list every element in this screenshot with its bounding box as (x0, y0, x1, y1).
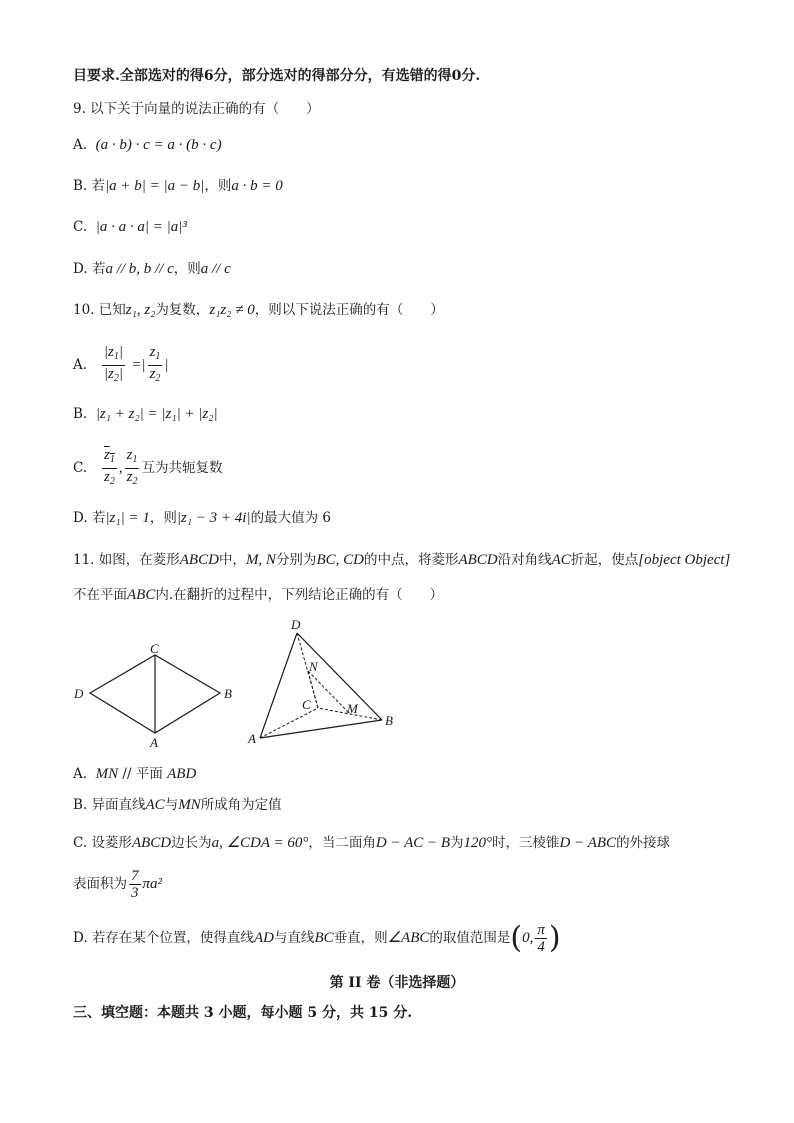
q11-option-b: B. 异面直线AC与MN所成角为定值 (73, 797, 282, 813)
intro-text: 目要求.全部选对的得6分，部分选对的得部分分，有选错的得0分. (73, 68, 481, 84)
q9-option-b: B. 若|a + b| = |a − b|，则a · b = 0 (73, 178, 283, 194)
q10-stem: 10. 已知z₁, z₂为复数，z₁z₂ ≠ 0，则以下说法正确的有（ ） (73, 302, 444, 318)
section-3-heading: 三、填空题：本题共 3 小题，每小题 5 分，共 15 分. (73, 1005, 413, 1021)
tetra-label-n: N (309, 659, 318, 674)
q11-option-d: D. 若存在某个位置，使得直线AD与直线BC垂直，则∠ABC的取值范围是(0, $\frac{\pi}{4}$ ) (73, 920, 561, 956)
q10-option-a: A. $\frac{|z_1|}{|z_2|}$ =| $\frac{z_1}{z_2}$ | (73, 344, 169, 384)
q9-stem: 9. 以下关于向量的说法正确的有（ ） (73, 101, 320, 117)
rhombus-figure (90, 655, 220, 733)
rhombus-label-b: B (224, 686, 232, 701)
q10-option-c: C. $\frac{z_1}{z_2}$ , $\frac{z_1}{z_2}$ 互为共轭复数 (73, 447, 223, 487)
section-2-heading: 第 II 卷（非选择题） (329, 975, 465, 991)
tetra-label-m: M (347, 701, 358, 716)
q9-option-d: D. 若a // b, b // c，则a // c (73, 261, 231, 277)
rhombus-label-a: A (150, 735, 158, 750)
q11-option-a: A. MN // 平面 ABD (73, 766, 197, 782)
q11-option-c-line1: C. 设菱形ABCD边长为a, ∠CDA = 60°，当二面角D − AC − B为120°时，三棱锥D − ABC的外接球 (73, 835, 671, 851)
q11-stem-line1: 11. 如图，在菱形ABCD中，M, N分别为BC, CD的中点，将菱形ABCD沿对角线AC折起，使点[object Object] (73, 552, 731, 568)
rhombus-label-d: D (74, 686, 84, 701)
tetra-label-d: D (291, 617, 301, 632)
rhombus-label-c: C (150, 641, 159, 656)
q11-figure (60, 615, 420, 755)
tetrahedron-figure (260, 633, 382, 738)
q9-option-a: A. (a · b) · c = a · (b · c) (73, 137, 222, 153)
q11-option-c-line2: 表面积为 $\frac{7}{3}$ πa² (73, 868, 163, 901)
tetra-label-c: C (302, 697, 311, 712)
tetra-label-b: B (385, 713, 393, 728)
q9-option-c: C. |a · a · a| = |a|³ (73, 219, 187, 235)
q11-stem-line2: 不在平面ABC内.在翻折的过程中，下列结论正确的有（ ） (73, 587, 444, 603)
q9-a-math: (a · b) · c = a · (b · c) (95, 137, 222, 153)
q10-option-b: B. |z₁ + z₂| = |z₁| + |z₂| (73, 406, 218, 422)
q10-option-d: D. 若|z₁| = 1，则|z₁ − 3 + 4i|的最大值为 6 (73, 510, 331, 526)
tetra-label-a: A (248, 731, 256, 746)
